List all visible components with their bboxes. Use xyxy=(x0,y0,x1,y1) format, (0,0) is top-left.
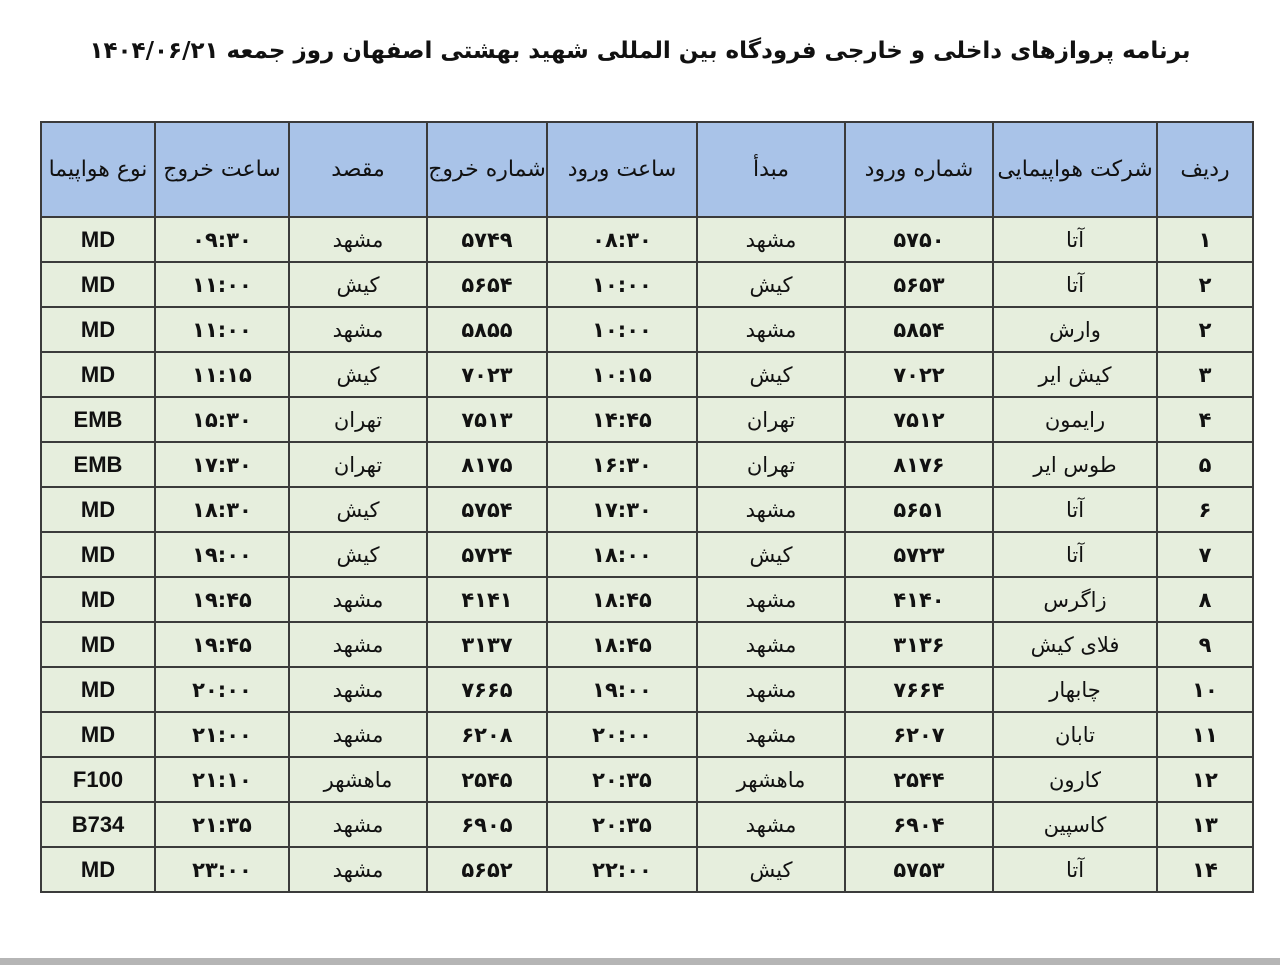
header-departure-time: ساعت خروج xyxy=(155,122,289,217)
cell-aircraft-type: MD xyxy=(41,847,155,892)
cell-departure-time: ۱۱:۰۰ xyxy=(155,307,289,352)
cell-origin: تهران xyxy=(697,397,845,442)
cell-row-number: ۸ xyxy=(1157,577,1253,622)
cell-departure-time: ۱۱:۱۵ xyxy=(155,352,289,397)
cell-arrival-number: ۶۲۰۷ xyxy=(845,712,993,757)
cell-destination: ماهشهر xyxy=(289,757,427,802)
cell-origin: تهران xyxy=(697,442,845,487)
cell-airline: آتا xyxy=(993,217,1157,262)
cell-departure-number: ۷۰۲۳ xyxy=(427,352,547,397)
cell-arrival-time: ۲۰:۰۰ xyxy=(547,712,697,757)
cell-arrival-number: ۷۶۶۴ xyxy=(845,667,993,712)
cell-aircraft-type: F100 xyxy=(41,757,155,802)
table-row xyxy=(41,397,1253,442)
cell-row-number: ۱۴ xyxy=(1157,847,1253,892)
cell-origin: مشهد xyxy=(697,667,845,712)
cell-row-number: ۱۱ xyxy=(1157,712,1253,757)
cell-airline: آتا xyxy=(993,532,1157,577)
cell-departure-number: ۵۶۵۴ xyxy=(427,262,547,307)
cell-arrival-time: ۲۲:۰۰ xyxy=(547,847,697,892)
cell-departure-number: ۷۶۶۵ xyxy=(427,667,547,712)
cell-airline: چابهار xyxy=(993,667,1157,712)
cell-destination: مشهد xyxy=(289,622,427,667)
header-arrival-time: ساعت ورود xyxy=(547,122,697,217)
cell-aircraft-type: MD xyxy=(41,667,155,712)
cell-departure-time: ۲۱:۱۰ xyxy=(155,757,289,802)
cell-departure-number: ۵۶۵۲ xyxy=(427,847,547,892)
cell-row-number: ۲ xyxy=(1157,262,1253,307)
cell-destination: تهران xyxy=(289,442,427,487)
cell-arrival-time: ۲۰:۳۵ xyxy=(547,802,697,847)
cell-airline: وارش xyxy=(993,307,1157,352)
table-row xyxy=(41,442,1253,487)
table-row xyxy=(41,532,1253,577)
cell-departure-time: ۱۸:۳۰ xyxy=(155,487,289,532)
cell-destination: کیش xyxy=(289,262,427,307)
cell-departure-time: ۲۳:۰۰ xyxy=(155,847,289,892)
cell-arrival-time: ۱۰:۱۵ xyxy=(547,352,697,397)
cell-destination: کیش xyxy=(289,487,427,532)
cell-origin: مشهد xyxy=(697,622,845,667)
cell-departure-time: ۲۰:۰۰ xyxy=(155,667,289,712)
cell-departure-number: ۶۲۰۸ xyxy=(427,712,547,757)
table-row xyxy=(41,802,1253,847)
cell-arrival-number: ۲۵۴۴ xyxy=(845,757,993,802)
cell-arrival-time: ۱۴:۴۵ xyxy=(547,397,697,442)
cell-aircraft-type: EMB xyxy=(41,442,155,487)
table-row xyxy=(41,667,1253,712)
table-row xyxy=(41,622,1253,667)
cell-airline: کارون xyxy=(993,757,1157,802)
table-row xyxy=(41,217,1253,262)
cell-row-number: ۱۲ xyxy=(1157,757,1253,802)
cell-arrival-number: ۵۶۵۱ xyxy=(845,487,993,532)
cell-departure-number: ۲۵۴۵ xyxy=(427,757,547,802)
cell-arrival-number: ۵۶۵۳ xyxy=(845,262,993,307)
cell-destination: کیش xyxy=(289,352,427,397)
cell-airline: آتا xyxy=(993,262,1157,307)
cell-destination: مشهد xyxy=(289,217,427,262)
cell-arrival-number: ۵۸۵۴ xyxy=(845,307,993,352)
cell-departure-time: ۱۱:۰۰ xyxy=(155,262,289,307)
cell-departure-time: ۱۵:۳۰ xyxy=(155,397,289,442)
cell-aircraft-type: MD xyxy=(41,712,155,757)
header-aircraft-type: نوع هواپیما xyxy=(41,122,155,217)
cell-aircraft-type: MD xyxy=(41,622,155,667)
cell-aircraft-type: B734 xyxy=(41,802,155,847)
cell-aircraft-type: MD xyxy=(41,352,155,397)
cell-origin: کیش xyxy=(697,847,845,892)
table-row xyxy=(41,712,1253,757)
table-row xyxy=(41,757,1253,802)
flight-schedule-table xyxy=(40,121,1254,893)
cell-departure-number: ۳۱۳۷ xyxy=(427,622,547,667)
cell-destination: تهران xyxy=(289,397,427,442)
cell-aircraft-type: MD xyxy=(41,262,155,307)
page-title: برنامه پروازهای داخلی و خارجی فرودگاه بین المللی شهید بهشتی اصفهان روز جمعه ۱۴۰۴/۰۶/۲۱ xyxy=(89,38,1191,64)
cell-origin: کیش xyxy=(697,352,845,397)
cell-airline: کاسپین xyxy=(993,802,1157,847)
table-row xyxy=(41,577,1253,622)
cell-row-number: ۱۰ xyxy=(1157,667,1253,712)
cell-departure-number: ۵۷۴۹ xyxy=(427,217,547,262)
cell-origin: مشهد xyxy=(697,712,845,757)
cell-row-number: ۷ xyxy=(1157,532,1253,577)
cell-arrival-time: ۱۸:۴۵ xyxy=(547,622,697,667)
cell-origin: کیش xyxy=(697,262,845,307)
cell-departure-time: ۱۷:۳۰ xyxy=(155,442,289,487)
cell-airline: طوس ایر xyxy=(993,442,1157,487)
cell-origin: مشهد xyxy=(697,307,845,352)
cell-row-number: ۶ xyxy=(1157,487,1253,532)
header-departure-number: شماره خروج xyxy=(427,122,547,217)
cell-arrival-time: ۰۸:۳۰ xyxy=(547,217,697,262)
cell-departure-number: ۸۱۷۵ xyxy=(427,442,547,487)
cell-departure-number: ۵۸۵۵ xyxy=(427,307,547,352)
table-header-row xyxy=(41,122,1253,217)
table-row xyxy=(41,262,1253,307)
cell-origin: مشهد xyxy=(697,217,845,262)
cell-row-number: ۴ xyxy=(1157,397,1253,442)
cell-origin: کیش xyxy=(697,532,845,577)
cell-airline: کیش ایر xyxy=(993,352,1157,397)
cell-row-number: ۵ xyxy=(1157,442,1253,487)
table-row xyxy=(41,487,1253,532)
cell-departure-time: ۱۹:۴۵ xyxy=(155,622,289,667)
cell-aircraft-type: MD xyxy=(41,487,155,532)
cell-arrival-number: ۷۰۲۲ xyxy=(845,352,993,397)
header-row-number: ردیف xyxy=(1157,122,1253,217)
cell-arrival-time: ۲۰:۳۵ xyxy=(547,757,697,802)
cell-arrival-number: ۵۷۵۳ xyxy=(845,847,993,892)
table-row xyxy=(41,847,1253,892)
cell-aircraft-type: EMB xyxy=(41,397,155,442)
cell-arrival-time: ۱۸:۴۵ xyxy=(547,577,697,622)
cell-arrival-number: ۵۷۲۳ xyxy=(845,532,993,577)
cell-arrival-number: ۶۹۰۴ xyxy=(845,802,993,847)
cell-airline: زاگرس xyxy=(993,577,1157,622)
header-destination: مقصد xyxy=(289,122,427,217)
cell-arrival-number: ۸۱۷۶ xyxy=(845,442,993,487)
cell-airline: تابان xyxy=(993,712,1157,757)
cell-row-number: ۱ xyxy=(1157,217,1253,262)
header-origin: مبدأ xyxy=(697,122,845,217)
cell-arrival-time: ۱۶:۳۰ xyxy=(547,442,697,487)
cell-arrival-number: ۴۱۴۰ xyxy=(845,577,993,622)
cell-destination: مشهد xyxy=(289,307,427,352)
cell-departure-number: ۵۷۲۴ xyxy=(427,532,547,577)
bottom-divider xyxy=(0,958,1280,965)
cell-arrival-time: ۱۸:۰۰ xyxy=(547,532,697,577)
table-row xyxy=(41,307,1253,352)
cell-departure-time: ۲۱:۳۵ xyxy=(155,802,289,847)
cell-aircraft-type: MD xyxy=(41,577,155,622)
cell-arrival-time: ۱۷:۳۰ xyxy=(547,487,697,532)
cell-departure-number: ۷۵۱۳ xyxy=(427,397,547,442)
cell-origin: ماهشهر xyxy=(697,757,845,802)
cell-arrival-time: ۱۰:۰۰ xyxy=(547,262,697,307)
cell-origin: مشهد xyxy=(697,802,845,847)
cell-airline: آتا xyxy=(993,847,1157,892)
cell-departure-number: ۴۱۴۱ xyxy=(427,577,547,622)
cell-destination: مشهد xyxy=(289,847,427,892)
cell-aircraft-type: MD xyxy=(41,217,155,262)
cell-row-number: ۲ xyxy=(1157,307,1253,352)
cell-row-number: ۱۳ xyxy=(1157,802,1253,847)
cell-destination: مشهد xyxy=(289,577,427,622)
cell-departure-number: ۶۹۰۵ xyxy=(427,802,547,847)
cell-arrival-number: ۷۵۱۲ xyxy=(845,397,993,442)
cell-aircraft-type: MD xyxy=(41,532,155,577)
cell-departure-time: ۱۹:۰۰ xyxy=(155,532,289,577)
cell-airline: رایمون xyxy=(993,397,1157,442)
header-airline: شرکت هواپیمایی xyxy=(993,122,1157,217)
cell-destination: مشهد xyxy=(289,712,427,757)
cell-departure-number: ۵۷۵۴ xyxy=(427,487,547,532)
cell-row-number: ۹ xyxy=(1157,622,1253,667)
cell-destination: کیش xyxy=(289,532,427,577)
cell-arrival-time: ۱۹:۰۰ xyxy=(547,667,697,712)
cell-departure-time: ۱۹:۴۵ xyxy=(155,577,289,622)
table-row xyxy=(41,352,1253,397)
cell-airline: آتا xyxy=(993,487,1157,532)
cell-arrival-number: ۳۱۳۶ xyxy=(845,622,993,667)
cell-destination: مشهد xyxy=(289,802,427,847)
cell-origin: مشهد xyxy=(697,577,845,622)
cell-arrival-time: ۱۰:۰۰ xyxy=(547,307,697,352)
cell-airline: فلای کیش xyxy=(993,622,1157,667)
cell-departure-time: ۰۹:۳۰ xyxy=(155,217,289,262)
cell-row-number: ۳ xyxy=(1157,352,1253,397)
table-body xyxy=(41,217,1253,892)
cell-destination: مشهد xyxy=(289,667,427,712)
header-arrival-number: شماره ورود xyxy=(845,122,993,217)
cell-origin: مشهد xyxy=(697,487,845,532)
cell-aircraft-type: MD xyxy=(41,307,155,352)
cell-arrival-number: ۵۷۵۰ xyxy=(845,217,993,262)
cell-departure-time: ۲۱:۰۰ xyxy=(155,712,289,757)
